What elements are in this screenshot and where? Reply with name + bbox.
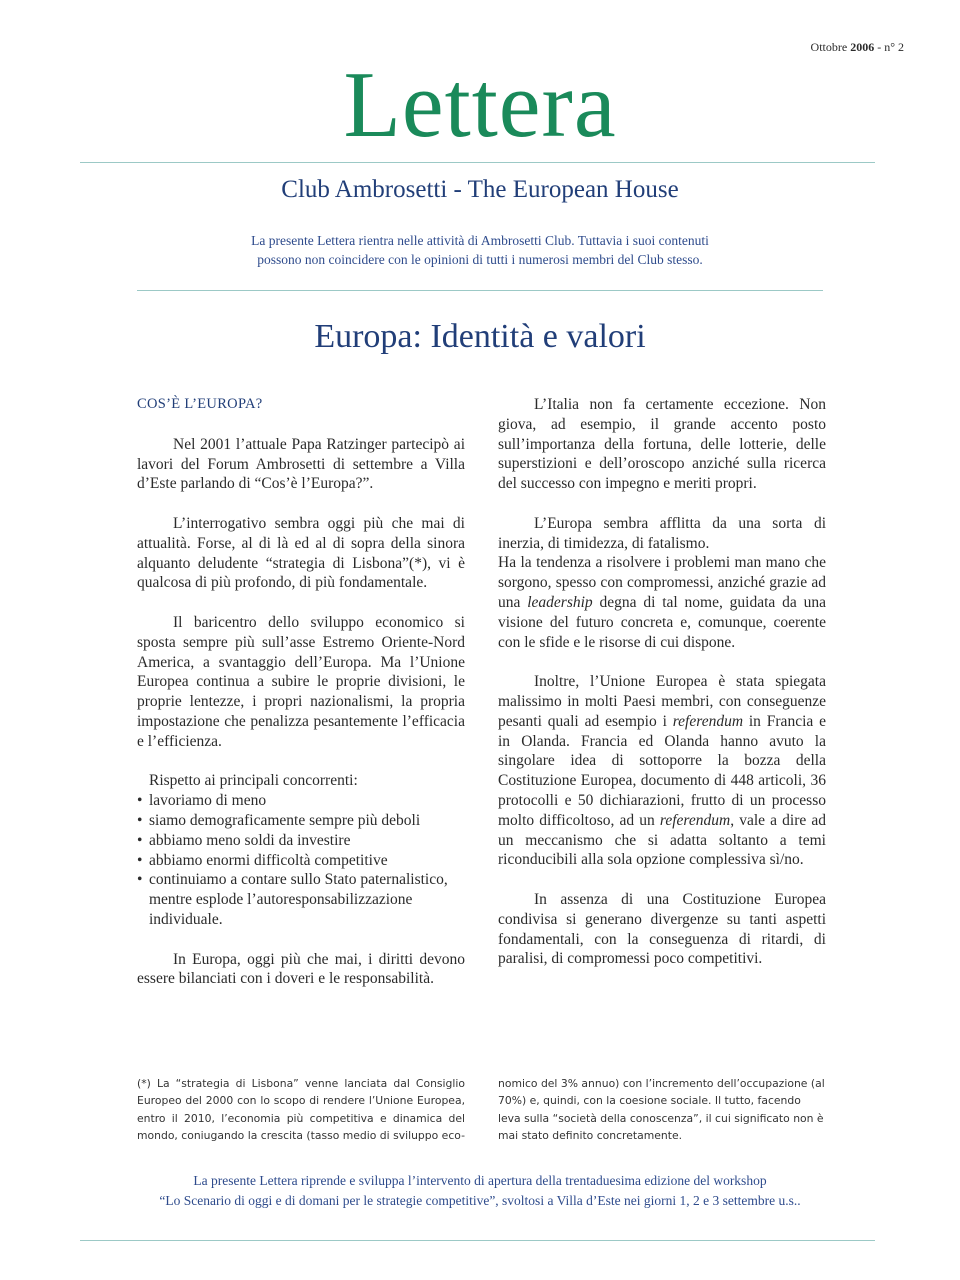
disclaimer-line-1: La presente Lettera rientra nelle attività di Ambrosetti Club. Tuttavia i suoi contenuti — [251, 233, 709, 248]
issue-info — [811, 40, 904, 55]
closing-line-2: “Lo Scenario di oggi e di domani per le strategie competitive”, svoltosi a Villa d’Este nei giorni 1, 2 e 3 settembre u.s.. — [159, 1193, 801, 1208]
paragraph — [498, 553, 826, 652]
paragraph — [498, 672, 826, 870]
paragraph: L’Italia non fa certamente eccezione. Non giova, ad esempio, il grande accento posto sull’importanza della fortuna, delle lotterie, delle superstizioni e dell’oroscopo anziché sulla ricerca del successo con impegno e meriti propri. — [498, 396, 826, 493]
list-item: • siamo demograficamente sempre più deboli — [137, 811, 465, 831]
paragraph: Il baricentro dello sviluppo economico si sposta sempre più sull’asse Estremo Oriente-Nord America, a svantaggio dell’Europa. Ma l’Unione Europea continua a subire le proprie divisioni, le proprie lentezze, i propri nazionalismi, la propria impostazione che penalizza pesantemente l’efficacia e l’efficienza. — [137, 613, 465, 750]
section-title: COS’È L’EUROPA? — [137, 396, 263, 412]
closing-line-1: La presente Lettera riprende e sviluppa l’intervento di apertura della trentaduesima edizione del workshop — [193, 1173, 767, 1188]
paragraph: In assenza di una Costituzione Europea condivisa si generano divergenze su tanti aspetti fondamentali, con la conseguenza di ritardi, di paralisi, di compromessi poco competitivi. — [498, 890, 826, 968]
paragraph: In Europa, oggi più che mai, i diritti devono essere bilanciati con i doveri e le responsabilità. — [137, 950, 465, 988]
emphasis: referendum — [659, 811, 731, 829]
footnote-right: nomico del 3% annuo) con l’incremento dell’occupazione (al 70%) e, quindi, con la coesione sociale. Il tutto, facendo leva sulla “società della conoscenza”, il cui significato non è mai stato definito concretamente. — [498, 1077, 825, 1143]
list-item: • lavoriamo di meno — [137, 791, 465, 811]
disclaimer-line-2: possono non coincidere con le opinioni di tutti i numerosi membri del Club stesso. — [257, 252, 703, 267]
text-run: degna di tal nome, guidata da una visione del futuro concreta e, comunque, coerente con le sfide e le risorse di cui dispone. — [498, 593, 826, 651]
article-column-right — [498, 395, 826, 989]
club-name: Club Ambrosetti - The European House — [281, 176, 679, 203]
closing-note — [60, 1171, 900, 1211]
header-divider — [137, 290, 823, 291]
bottom-divider — [80, 1240, 875, 1241]
issue-number: - n° 2 — [877, 40, 904, 54]
paragraph: L’Europa sembra afflitta da una sorta di inerzia, di timidezza, di fatalismo. — [498, 514, 826, 552]
text-run: , vale a dire ad un meccanismo che si adatta soltanto a temi riconducibili alla sola opzione complessiva sì/no. — [498, 811, 826, 869]
footnote-left: (*) La “strategia di Lisbona” venne lanciata dal Consiglio Europeo del 2000 con lo scopo di rendere l’Unione Europea, entro il 2010, l’economia più competitiva e dinamica del mondo, coniugando la crescita (tasso medio di sviluppo eco- — [137, 1077, 465, 1143]
emphasis: referendum — [672, 712, 744, 730]
masthead-title: Lettera — [343, 53, 617, 157]
list-item: • continuiamo a contare sullo Stato paternalistico, mentre esplode l’autoresponsabilizzazione individuale. — [137, 870, 465, 929]
top-divider — [80, 162, 875, 163]
list-item: • abbiamo meno soldi da investire — [137, 831, 465, 851]
paragraph: Nel 2001 l’attuale Papa Ratzinger partecipò ai lavori del Forum Ambrosetti di settembre a Villa d’Este parlando di “Cos’è l’Europa?”. — [137, 435, 465, 493]
list-intro: Rispetto ai principali concorrenti: — [149, 772, 358, 790]
issue-year: 2006 — [850, 40, 875, 54]
article-headline: Europa: Identità e valori — [314, 318, 646, 355]
paragraph: L’interrogativo sembra oggi più che mai di attualità. Forse, al di là ed al di sopra della sinora alquanto deludente “strategia di Lisbona”(*), vi è qualcosa di più profondo, di più fondamentale. — [137, 514, 465, 592]
issue-month: Ottobre — [810, 40, 848, 54]
text-run: Inoltre, l’Unione Europea è stata spiegata malissimo in molti Paesi membri, con conseguenze pesanti quali ad esempio i — [498, 673, 826, 730]
text-run: Ha la tendenza a risolvere i problemi man mano che sorgono, spesso con compromessi, anziché grazie ad una — [498, 554, 826, 611]
article-column-left — [137, 395, 465, 1009]
emphasis: leadership — [527, 593, 593, 611]
text-run: in Francia e in Olanda. Francia ed Olanda hanno avuto la singolare idea di sottoporre la bozza della Costituzione Europea, documento di 448 articoli, 36 protocolli e 50 dichiarazioni, frutto di un processo molto difficoltoso, ad un — [498, 712, 826, 829]
list-item: • abbiamo enormi difficoltà competitive — [137, 851, 465, 871]
competitor-list — [137, 791, 465, 930]
disclaimer — [140, 231, 820, 269]
